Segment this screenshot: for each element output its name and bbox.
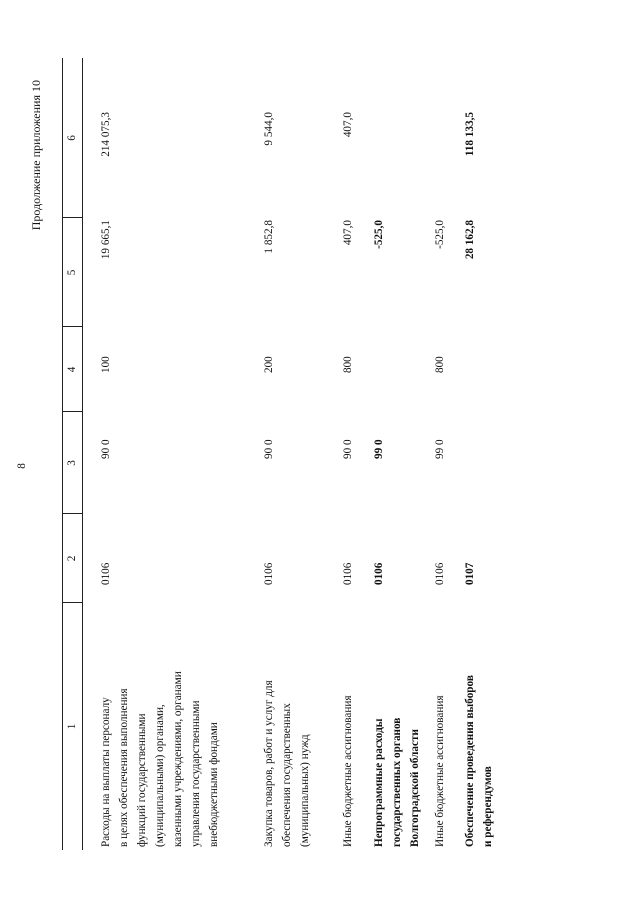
row-1-name-line-2: в целях обеспечения выполнения [118,688,130,847]
row-5-section: 0106 [434,562,446,585]
row-4-section: 0106 [373,562,385,585]
table-top-border [62,58,63,850]
row-3-expense-type: 800 [342,356,354,373]
row-4-target: 99 0 [373,439,385,459]
row-2-target: 90 0 [263,439,275,459]
row-1-name-line-4: (муниципальными) органами, [154,704,166,847]
col-header-4: 4 [66,366,78,373]
row-1-name-line-1: Расходы на выплаты персоналу [100,697,112,847]
row-3-amount-5: 407,0 [342,220,354,246]
row-6-amount-6: 118 133,5 [464,112,476,157]
row-2-section: 0106 [263,562,275,585]
row-2-amount-6: 9 544,0 [263,112,275,146]
row-2-amount-5: 1 852,8 [263,220,275,254]
row-2-name-line-2: обеспечения государственных [281,703,293,847]
row-6-name-line-1: Обеспечение проведения выборов [464,675,476,847]
col-header-3: 3 [66,460,78,466]
row-1-amount-6: 214 075,3 [100,112,112,157]
row-5-expense-type: 800 [434,356,446,373]
row-5-amount-5: -525,0 [434,220,446,249]
row-3-target: 90 0 [342,439,354,459]
row-1-name-line-5: казенными учреждениями, органами [172,671,184,847]
row-1-amount-5: 19 665,1 [100,220,112,260]
row-1-name-line-7: внебюджетными фондами [208,722,220,847]
col-header-6: 6 [66,135,78,141]
row-6-amount-5: 28 162,8 [464,220,476,260]
row-5-name-line-1: Иные бюджетные ассигнования [434,695,446,847]
row-1-expense-type: 100 [100,356,112,373]
table-header-bottom-border [82,58,83,850]
row-4-name-line-2: государственных органов [391,717,403,847]
col-header-2: 2 [66,555,78,562]
row-1-name-line-3: функций государственными [136,713,148,847]
row-6-section: 0107 [464,562,476,585]
row-2-name-line-1: Закупка товаров, работ и услуг для [263,680,275,847]
row-1-name-line-6: управления государственными [190,700,202,847]
row-3-amount-6: 407,0 [342,112,354,138]
row-3-name-line-1: Иные бюджетные ассигнования [342,695,354,847]
row-2-expense-type: 200 [263,356,275,373]
row-6-name-line-2: и референдумов [482,766,494,847]
row-4-name-line-3: Волгоградской области [409,729,421,847]
row-4-name-line-1: Непрограммные расходы [373,718,385,847]
appendix-caption: Продолжение приложения 10 [29,80,43,231]
row-4-amount-5: -525,0 [373,220,385,249]
row-5-target: 99 0 [434,439,446,459]
row-1-target: 90 0 [100,439,112,459]
col-header-5: 5 [66,269,78,276]
row-2-name-line-3: (муниципальных) нужд [299,734,311,847]
col-header-1: 1 [66,723,78,730]
row-1-section: 0106 [100,562,112,585]
page-number: 8 [16,463,28,469]
row-3-section: 0106 [342,562,354,585]
